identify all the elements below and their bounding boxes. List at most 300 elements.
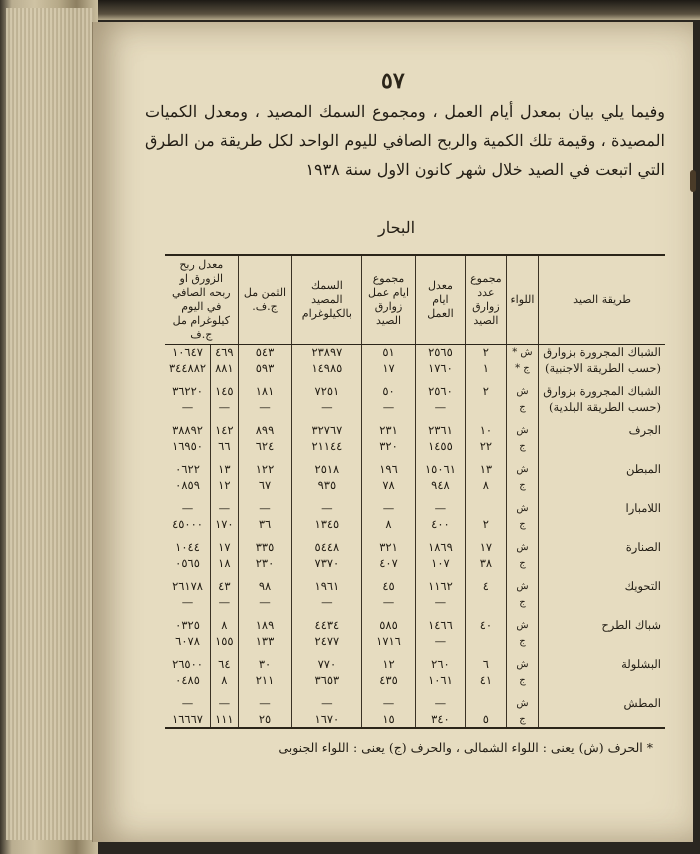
spacer-cell xyxy=(466,571,507,579)
cell-method: اللامبارا xyxy=(539,501,665,517)
spacer-cell xyxy=(362,571,415,579)
cell-days-avg: — xyxy=(415,696,465,712)
cell-district: ج xyxy=(506,517,539,533)
cell-boat-days: ٤٣٥ xyxy=(362,673,415,689)
cell-boat-days: ١٢ xyxy=(362,657,415,673)
spacer-cell xyxy=(292,493,362,501)
table-row xyxy=(165,361,665,377)
spacer-cell xyxy=(466,649,507,657)
cell-boat-days: — xyxy=(362,400,415,416)
spacer-cell xyxy=(292,532,362,540)
cell-catch: ١٣٤٥ xyxy=(292,517,362,533)
row-spacer xyxy=(165,493,665,501)
row-spacer xyxy=(165,610,665,618)
spacer-cell xyxy=(362,493,415,501)
spacer-cell xyxy=(362,376,415,384)
cell-catch: ٢٣٨٩٧ xyxy=(292,345,362,361)
intro-paragraph: وفيما يلي بيان بمعدل أيام العمل ، ومجموع السمك المصيد ، ومعدل الكميات المصيدة ، وقيمة تلك الكمية والربح الصافي لليوم الواحد لكل طريقة من الطرق التي اتبعت في الصيد خلال شهر كانون الاول سنة ١٩٣٨ xyxy=(145,102,665,179)
cell-boats xyxy=(466,400,507,416)
cell-method: (حسب الطريقة الاجنبية) xyxy=(539,361,665,377)
cell-boats: ٥ xyxy=(466,712,507,729)
spacer-cell xyxy=(506,688,539,696)
cell-method: (حسب الطريقة البلدية) xyxy=(539,400,665,416)
cell-district: ج xyxy=(506,595,539,611)
cell-profit-ml: — xyxy=(181,696,194,710)
cell-price: ١٨٩ xyxy=(238,618,292,634)
cell-price: ٢١١ xyxy=(238,673,292,689)
cell-method: الشباك المجرورة بزوارق xyxy=(539,345,665,361)
cell-boats: ١ xyxy=(466,361,507,377)
spacer-cell xyxy=(238,649,292,657)
cell-boats: ٤٠ xyxy=(466,618,507,634)
cell-catch: ١٩٦١ xyxy=(292,579,362,595)
cell-method: البشلولة xyxy=(539,657,665,673)
cell-price: ٥٩٣ xyxy=(238,361,292,377)
cell-catch: ١٦٧٠ xyxy=(292,712,362,729)
spacer-cell xyxy=(539,454,665,462)
spacer-cell xyxy=(415,571,465,579)
cell-district: ش xyxy=(506,384,539,400)
spacer-cell xyxy=(415,454,465,462)
cell-days-avg: — xyxy=(415,400,465,416)
spacer-cell xyxy=(292,454,362,462)
cell-profit-ml: ٠٣٢٥ xyxy=(175,618,200,632)
header-profit: معدل ربح الزورق او ربحه الصافي في اليوم كيلوغرام مل ج.ف xyxy=(165,255,238,345)
spacer-cell xyxy=(238,688,292,696)
table-row xyxy=(165,478,665,494)
cell-method: الشباك المجرورة بزوارق xyxy=(539,384,665,400)
cell-boats: ٢ xyxy=(466,517,507,533)
cell-district: ج xyxy=(506,712,539,729)
cell-profit-kg: ٨ xyxy=(211,618,239,634)
cell-price: — xyxy=(238,400,292,416)
cell-boats: ٦ xyxy=(466,657,507,673)
cell-price: ٢٣٠ xyxy=(238,556,292,572)
cell-district: ش xyxy=(506,579,539,595)
cell-profit-kg: ١٧٠ xyxy=(211,517,239,533)
spacer-cell xyxy=(506,532,539,540)
cell-method: المبطن xyxy=(539,462,665,478)
cell-boat-days: ١٩٦ xyxy=(362,462,415,478)
table-row xyxy=(165,439,665,455)
row-spacer xyxy=(165,688,665,696)
cell-profit-kg: — xyxy=(211,595,239,611)
spacer-cell xyxy=(165,649,211,657)
cell-profit-ml: — xyxy=(181,399,194,414)
header-boat-days: مجموع ايام عمل زوارق الصيد xyxy=(362,255,415,345)
spacer-cell xyxy=(415,610,465,618)
cell-days-avg: ١٠٧ xyxy=(415,556,465,572)
spacer-cell xyxy=(539,571,665,579)
header-district: اللواء xyxy=(506,255,539,345)
cell-profit-ml: ٢٦١٧٨ xyxy=(172,579,203,593)
cell-method: التحويك xyxy=(539,579,665,595)
cell-price: — xyxy=(238,696,292,712)
cell-boat-days: ٣٢٠ xyxy=(362,439,415,455)
spacer-cell xyxy=(506,454,539,462)
spacer-cell xyxy=(211,415,239,423)
spacer-cell xyxy=(165,493,211,501)
table-row xyxy=(165,657,665,673)
cell-boat-days: ٨ xyxy=(362,517,415,533)
footnote: * الحرف (ش) يعنى : اللواء الشمالى ، والحرف (ج) يعنى : اللواء الجنوبى xyxy=(278,740,653,755)
cell-catch: ٩٣٥ xyxy=(292,478,362,494)
cell-boat-days: ٥٨٥ xyxy=(362,618,415,634)
spacer-cell xyxy=(466,415,507,423)
spacer-cell xyxy=(165,376,211,384)
spacer-cell xyxy=(211,571,239,579)
cell-days-avg: ١٤٥٥ xyxy=(415,439,465,455)
cell-days-avg: ١١٦٢ xyxy=(415,579,465,595)
spacer-cell xyxy=(466,610,507,618)
spacer-cell xyxy=(539,376,665,384)
table-row xyxy=(165,540,665,556)
header-method: طريقة الصيد xyxy=(539,255,665,345)
spacer-cell xyxy=(292,376,362,384)
row-spacer xyxy=(165,415,665,423)
cell-price: ٣٠ xyxy=(238,657,292,673)
cell-catch: ٧٣٧٠ xyxy=(292,556,362,572)
table-row xyxy=(165,423,665,439)
spacer-cell xyxy=(506,415,539,423)
cell-days-avg: ٢٥٦٥ xyxy=(415,345,465,361)
header-days-avg: معدل ايام العمل xyxy=(415,255,465,345)
table-row xyxy=(165,345,665,361)
header-catch: السمك المصيد بالكيلوغرام xyxy=(292,255,362,345)
spacer-cell xyxy=(238,376,292,384)
cell-catch: ٧٧٠ xyxy=(292,657,362,673)
spacer-cell xyxy=(362,454,415,462)
spacer-cell xyxy=(165,415,211,423)
spacer-cell xyxy=(466,454,507,462)
spacer-cell xyxy=(539,415,665,423)
cell-district: ش xyxy=(506,462,539,478)
cell-district: ش xyxy=(506,696,539,712)
cell-catch: ٥٤٤٨ xyxy=(292,540,362,556)
spacer-cell xyxy=(292,571,362,579)
cell-boat-days: — xyxy=(362,595,415,611)
cell-profit-ml: ٣٨٨٩٢ xyxy=(172,423,203,437)
cell-profit-ml: ٠٤٨٥ xyxy=(175,672,200,687)
cell-catch: ٢١١٤٤ xyxy=(292,439,362,455)
cell-profit-kg: ١٣ xyxy=(211,462,239,478)
cell-boats xyxy=(466,634,507,650)
cell-profit-ml: ٢٦٥٠٠ xyxy=(172,657,203,671)
row-spacer xyxy=(165,571,665,579)
cell-profit-kg: ١٤٥ xyxy=(211,384,239,400)
cell-catch: ٣٢٧٦٧ xyxy=(292,423,362,439)
fishing-methods-table xyxy=(165,254,665,729)
spacer-cell xyxy=(211,610,239,618)
cell-district: ش xyxy=(506,540,539,556)
cell-profit-kg: ١٢ xyxy=(211,478,239,494)
spacer-cell xyxy=(165,610,211,618)
spacer-cell xyxy=(415,688,465,696)
cell-profit-ml: ٠٨٥٩ xyxy=(175,477,200,492)
cell-method: شباك الطرح xyxy=(539,618,665,634)
spacer-cell xyxy=(211,649,239,657)
cell-profit-ml: ٣٦٢٢٠ xyxy=(172,384,203,398)
cell-boats xyxy=(466,696,507,712)
ink-mark xyxy=(690,170,696,192)
spacer-cell xyxy=(415,649,465,657)
spacer-cell xyxy=(238,571,292,579)
spacer-cell xyxy=(292,649,362,657)
cell-price: — xyxy=(238,501,292,517)
spacer-cell xyxy=(238,415,292,423)
cell-profit-kg: ٤٣ xyxy=(211,579,239,595)
spacer-cell xyxy=(506,649,539,657)
row-spacer xyxy=(165,532,665,540)
cell-boats: ٢ xyxy=(466,345,507,361)
cell-method xyxy=(539,517,665,533)
cell-district: ج xyxy=(506,673,539,689)
cell-catch: — xyxy=(292,501,362,517)
cell-method xyxy=(539,439,665,455)
spacer-cell xyxy=(238,532,292,540)
spacer-cell xyxy=(466,493,507,501)
cell-boats: ٢٢ xyxy=(466,439,507,455)
cell-method xyxy=(539,478,665,494)
cell-boats: ١٣ xyxy=(466,462,507,478)
cell-profit-kg: ٦٤ xyxy=(211,657,239,673)
cell-boat-days: ٥١ xyxy=(362,345,415,361)
cell-price: ٦٧ xyxy=(238,478,292,494)
spacer-cell xyxy=(466,688,507,696)
cell-catch: ٤٤٣٤ xyxy=(292,618,362,634)
cell-days-avg: — xyxy=(415,634,465,650)
spacer-cell xyxy=(362,649,415,657)
cell-price: ٣٣٥ xyxy=(238,540,292,556)
cell-profit-kg: ١٨ xyxy=(211,556,239,572)
cell-profit-ml: — xyxy=(181,594,194,609)
spacer-cell xyxy=(165,532,211,540)
spacer-cell xyxy=(238,610,292,618)
table-caption: البحار xyxy=(378,218,416,237)
cell-catch: — xyxy=(292,595,362,611)
cell-days-avg: ٢٦٠ xyxy=(415,657,465,673)
cell-boat-days: ٤٠٧ xyxy=(362,556,415,572)
cell-boat-days: — xyxy=(362,501,415,517)
table-row xyxy=(165,618,665,634)
cell-days-avg: ٢٥٦٠ xyxy=(415,384,465,400)
cell-profit-ml: ١٦٩٥٠ xyxy=(172,438,203,453)
cell-method: الجرف xyxy=(539,423,665,439)
header-boats: مجموع عدد زوارق الصيد xyxy=(466,255,507,345)
cell-price: ٦٢٤ xyxy=(238,439,292,455)
cell-catch: — xyxy=(292,696,362,712)
cell-method xyxy=(539,673,665,689)
cell-boats xyxy=(466,501,507,517)
cell-price: ٨٩٩ xyxy=(238,423,292,439)
cell-catch: ٣٦٥٣ xyxy=(292,673,362,689)
cell-boats xyxy=(466,595,507,611)
cell-profit-ml: ١٠٤٤ xyxy=(175,540,200,554)
cell-days-avg: ٩٤٨ xyxy=(415,478,465,494)
cell-days-avg: ٣٤٠ xyxy=(415,712,465,729)
cell-profit-kg: ١٧ xyxy=(211,540,239,556)
cell-boat-days: ٤٥ xyxy=(362,579,415,595)
cell-district: ج xyxy=(506,478,539,494)
cell-profit-ml: ٦٠٧٨ xyxy=(175,633,200,648)
cell-catch: ٢٤٧٧ xyxy=(292,634,362,650)
cell-district: ش xyxy=(506,657,539,673)
book-page-stack xyxy=(0,0,98,854)
header-price: الثمن مل ج.ف. xyxy=(238,255,292,345)
cell-profit-kg: ١٤٢ xyxy=(211,423,239,439)
spacer-cell xyxy=(165,571,211,579)
cell-method xyxy=(539,556,665,572)
page-edges xyxy=(6,8,94,840)
cell-method: المطش xyxy=(539,696,665,712)
cell-boats: ٣٨ xyxy=(466,556,507,572)
cell-catch: ١٤٩٨٥ xyxy=(292,361,362,377)
cell-district: ش xyxy=(506,423,539,439)
spacer-cell xyxy=(362,610,415,618)
scan-top-shadow xyxy=(0,0,700,20)
cell-boat-days: ١٧١٦ xyxy=(362,634,415,650)
cell-profit-kg: ٨ xyxy=(211,673,239,689)
cell-profit-kg: — xyxy=(211,696,239,712)
table-row xyxy=(165,696,665,712)
cell-catch: ٢٥١٨ xyxy=(292,462,362,478)
spacer-cell xyxy=(165,688,211,696)
cell-boats: ٢ xyxy=(466,384,507,400)
cell-days-avg: — xyxy=(415,595,465,611)
spacer-cell xyxy=(238,493,292,501)
cell-price: ٢٥ xyxy=(238,712,292,729)
spacer-cell xyxy=(211,454,239,462)
spacer-cell xyxy=(362,688,415,696)
spacer-cell xyxy=(211,376,239,384)
table-row xyxy=(165,400,665,416)
cell-profit-kg: ٨٨١ xyxy=(211,361,239,377)
cell-district: ش xyxy=(506,501,539,517)
spacer-cell xyxy=(539,649,665,657)
cell-profit-kg: — xyxy=(211,400,239,416)
cell-price: ١٣٣ xyxy=(238,634,292,650)
row-spacer xyxy=(165,454,665,462)
cell-days-avg: ٢٣٦١ xyxy=(415,423,465,439)
cell-days-avg: ٤٠٠ xyxy=(415,517,465,533)
cell-method: الصنارة xyxy=(539,540,665,556)
cell-profit-ml: ٠٥٦٥ xyxy=(175,555,200,570)
cell-boat-days: ٥٠ xyxy=(362,384,415,400)
spacer-cell xyxy=(506,376,539,384)
spacer-cell xyxy=(362,532,415,540)
cell-district: ج xyxy=(506,439,539,455)
spacer-cell xyxy=(506,610,539,618)
cell-catch: ٧٢٥١ xyxy=(292,384,362,400)
cell-boat-days: ٧٨ xyxy=(362,478,415,494)
cell-boats: ١٠ xyxy=(466,423,507,439)
spacer-cell xyxy=(506,493,539,501)
spacer-cell xyxy=(539,688,665,696)
table-row xyxy=(165,634,665,650)
cell-district: ج * xyxy=(506,361,539,377)
spacer-cell xyxy=(506,571,539,579)
cell-method xyxy=(539,595,665,611)
cell-days-avg: ١٤٦٦ xyxy=(415,618,465,634)
spacer-cell xyxy=(415,415,465,423)
cell-profit-kg: ٤٦٩ xyxy=(211,345,239,361)
cell-days-avg: ١٠٦١ xyxy=(415,673,465,689)
spacer-cell xyxy=(211,688,239,696)
cell-price: ١٨١ xyxy=(238,384,292,400)
cell-boats: ٤ xyxy=(466,579,507,595)
cell-method xyxy=(539,712,665,729)
page-number: ٥٧ xyxy=(381,68,405,94)
spacer-cell xyxy=(415,493,465,501)
table-row xyxy=(165,462,665,478)
cell-profit-ml: ٤٥٠٠٠ xyxy=(172,516,203,531)
row-spacer xyxy=(165,376,665,384)
table-row xyxy=(165,579,665,595)
cell-price: ٩٨ xyxy=(238,579,292,595)
spacer-cell xyxy=(539,493,665,501)
table-row xyxy=(165,384,665,400)
table-row xyxy=(165,712,665,729)
cell-boat-days: — xyxy=(362,696,415,712)
cell-profit-ml: — xyxy=(181,501,194,515)
cell-boat-days: ١٥ xyxy=(362,712,415,729)
cell-boats: ٨ xyxy=(466,478,507,494)
cell-district: ج xyxy=(506,634,539,650)
row-spacer xyxy=(165,649,665,657)
cell-days-avg: ١٨٦٩ xyxy=(415,540,465,556)
cell-profit-kg: ١١١ xyxy=(211,712,239,729)
cell-profit-kg: ٦٦ xyxy=(211,439,239,455)
cell-boats: ٤١ xyxy=(466,673,507,689)
cell-profit-ml: ١٠٦٤٧ xyxy=(172,345,203,359)
cell-days-avg: — xyxy=(415,501,465,517)
spacer-cell xyxy=(292,688,362,696)
cell-price: ٥٤٣ xyxy=(238,345,292,361)
spacer-cell xyxy=(415,376,465,384)
cell-district: ش xyxy=(506,618,539,634)
cell-district: ج xyxy=(506,556,539,572)
table-row xyxy=(165,517,665,533)
cell-price: — xyxy=(238,595,292,611)
spacer-cell xyxy=(362,415,415,423)
cell-profit-kg: — xyxy=(211,501,239,517)
spacer-cell xyxy=(539,532,665,540)
cell-price: ١٢٢ xyxy=(238,462,292,478)
cell-district: ج xyxy=(506,400,539,416)
cell-boat-days: ١٧ xyxy=(362,361,415,377)
table-row xyxy=(165,673,665,689)
spacer-cell xyxy=(211,493,239,501)
cell-profit-ml: ١٦٦٦٧ xyxy=(165,712,211,729)
cell-boat-days: ٣٢١ xyxy=(362,540,415,556)
spacer-cell xyxy=(415,532,465,540)
table-row xyxy=(165,501,665,517)
cell-profit-ml: ٣٤٤٨٨٢ xyxy=(169,360,207,375)
cell-days-avg: ١٥٠٦١ xyxy=(415,462,465,478)
book-page xyxy=(92,22,693,842)
spacer-cell xyxy=(165,454,211,462)
spacer-cell xyxy=(466,376,507,384)
table-header-row xyxy=(165,255,665,345)
spacer-cell xyxy=(211,532,239,540)
spacer-cell xyxy=(539,610,665,618)
cell-method xyxy=(539,634,665,650)
cell-profit-kg: ١٥٥ xyxy=(211,634,239,650)
cell-boat-days: ٢٣١ xyxy=(362,423,415,439)
cell-days-avg: ١٧٦٠ xyxy=(415,361,465,377)
cell-profit-ml: ٠٦٢٢ xyxy=(175,462,200,476)
spacer-cell xyxy=(466,532,507,540)
